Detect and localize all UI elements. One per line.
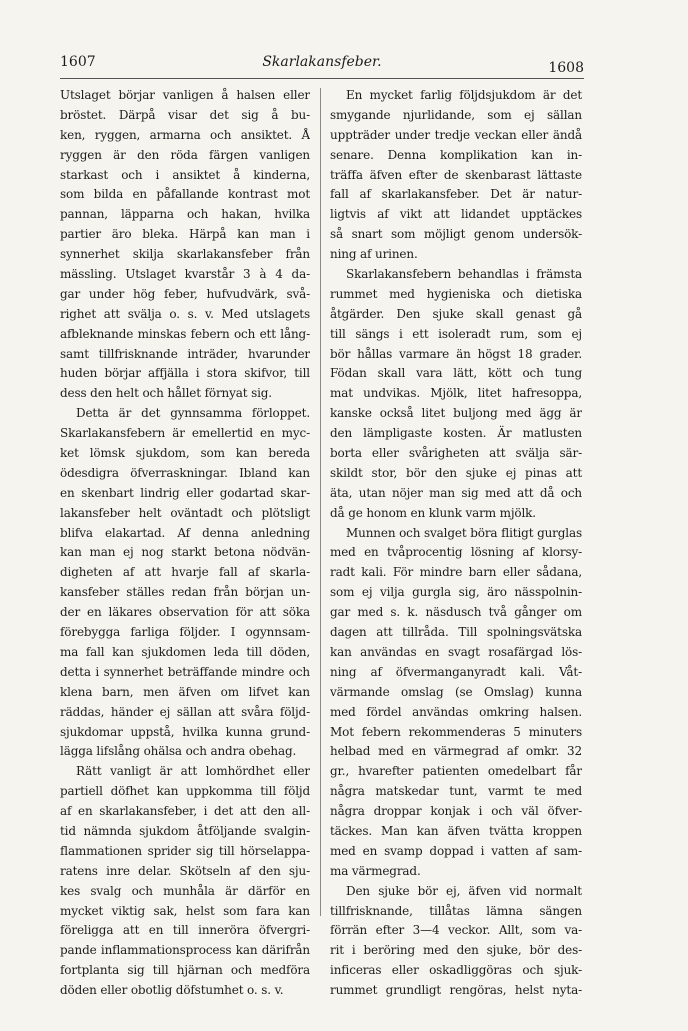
text-line: af en skarlakansfeber, i det att den all-	[60, 804, 310, 819]
text-line: värmande omslag (se Omslag) kunna	[330, 684, 582, 699]
text-line: kan man ej nog starkt betona nödvän-	[60, 545, 310, 560]
text-line: kes svalg och munhåla är därför en	[60, 883, 310, 898]
text-line: radt kali. För mindre barn eller sådana,	[330, 565, 582, 580]
text-line: ryggen är den röda färgen vanligen	[60, 147, 310, 162]
text-line: förrän efter 3—4 veckor. Allt, som va-	[330, 923, 582, 938]
text-line: klena barn, men äfven om lifvet kan	[60, 684, 310, 699]
text-line: tid nämnda sjukdom åtföljande svalgin-	[60, 823, 310, 838]
column-right	[330, 86, 582, 1001]
text-line: några matskedar tunt, varmt te med	[330, 784, 582, 799]
text-line: senare. Denna komplikation kan in-	[330, 147, 582, 162]
text-line: till sängs i ett isoleradt rum, som ej	[330, 326, 582, 341]
text-line: lägga lifslång ohälsa och andra obehag.	[60, 744, 297, 759]
text-line: partiell döfhet kan uppkomma till följd	[60, 784, 310, 799]
text-line: detta i synnerhet beträffande mindre och	[60, 664, 310, 679]
text-line: ratens inre delar. Skötseln af den sju-	[60, 863, 310, 878]
text-line: inficeras eller oskadliggöras och sjuk-	[330, 963, 582, 978]
text-line: samt tillfrisknande inträder, hvarunder	[60, 346, 310, 361]
text-line: ödesdigra öfverraskningar. Ibland kan	[60, 465, 310, 480]
text-line: fortplanta sig till hjärnan och medföra	[60, 963, 310, 978]
text-line: en skenbart lindrig eller godartad skar-	[60, 485, 310, 500]
text-line: så snart som möjligt genom undersök-	[330, 227, 582, 242]
text-line: helbad med en värmegrad af omkr. 32	[330, 744, 582, 759]
text-line: bör hållas varmare än högst 18 grader.	[330, 346, 582, 361]
text-line: dagen att tillråda. Till spolningsvätska	[330, 625, 582, 640]
text-line: fall af skarlakansfeber. Det är natur-	[330, 187, 582, 202]
text-line: afbleknande minskas febern och ett lång-	[60, 326, 310, 341]
text-line: kansfeber ställes redan från början un-	[60, 585, 310, 600]
text-line: Skarlakansfebern är emellertid en myc-	[60, 426, 310, 441]
text-line: mycket viktig sak, helst som fara kan	[60, 903, 310, 918]
text-line: tillfrisknande, tillåtas lämna sängen	[330, 903, 582, 918]
text-line: kanske också litet buljong med ägg är	[330, 406, 582, 421]
text-line: blifva elakartad. Af denna anledning	[60, 525, 310, 540]
text-line: ken, ryggen, armarna och ansiktet. Å	[60, 127, 310, 142]
text-line: Munnen och svalget böra flitigt gurglas	[346, 525, 582, 540]
text-line: dess den helt och hållet förnyat sig.	[60, 386, 272, 401]
text-line: gar under hög feber, hufvudvärk, svå-	[60, 286, 310, 301]
text-line: täckes. Man kan äfven tvätta kroppen	[330, 823, 582, 838]
text-line: föreligga att en till inneröra öfvergri-	[60, 923, 310, 938]
text-line: pande inflammationsprocess kan därifrån	[60, 943, 310, 958]
text-line: räddas, händer ej sällan att svåra följd-	[60, 704, 310, 719]
text-line: träffa äfven efter de skenbarast lättaste	[330, 167, 582, 182]
text-line: starkast och i ansiktet å kinderna,	[60, 167, 310, 182]
text-line: flammationen sprider sig till hörselappa-	[60, 843, 310, 858]
text-line: ning af öfvermanganyradt kali. Våt-	[330, 664, 582, 679]
text-line: Rätt vanligt är att lomhördhet eller	[76, 764, 310, 779]
text-line: partier äro bleka. Härpå kan man i	[60, 227, 310, 242]
text-line: pannan, läpparna och hakan, hvilka	[60, 207, 310, 222]
text-line: smygande njurlidande, som ej sällan	[330, 107, 582, 122]
column-left	[60, 86, 310, 1001]
text-line: gr., hvarefter patienten omedelbart får	[330, 764, 582, 779]
text-line: Utslaget börjar vanligen å halsen eller	[60, 88, 310, 102]
text-line: ma fall kan sjukdomen leda till döden,	[60, 644, 310, 659]
text-line: då ge honom en klunk varm mjölk.	[330, 505, 536, 520]
text-line: skildt stor, bör den sjuke ej pinas att	[330, 465, 582, 480]
column-divider	[320, 88, 321, 916]
running-title: Skarlakansfeber.	[262, 54, 382, 70]
text-line: den lämpligaste kosten. Är matlusten	[330, 426, 582, 441]
page-number-right: 1608	[548, 60, 584, 76]
text-line: mässling. Utslaget kvarstår 3 à 4 da-	[60, 267, 310, 282]
text-line: Födan skall vara lätt, kött och tung	[330, 366, 582, 381]
text-line: ma värmegrad.	[330, 863, 421, 878]
text-line: några droppar konjak i och väl öfver-	[330, 804, 582, 819]
text-line: Mot febern rekommenderas 5 minuters	[330, 724, 582, 739]
text-line: digheten af att hvarje fall af skarla-	[60, 565, 310, 580]
text-line: rit i beröring med den sjuke, bör des-	[330, 943, 582, 958]
text-line: sjukdomar uppstå, hvilka kunna grund-	[60, 724, 310, 739]
text-line: borta eller svårigheten att svälja sär-	[330, 446, 582, 461]
text-line: En mycket farlig följdsjukdom är det	[346, 88, 582, 102]
text-line: righet att svälja o. s. v. Med utslagets	[60, 306, 310, 321]
text-line: rummet grundligt rengöras, helst nyta-	[330, 983, 582, 998]
text-line: Detta är det gynnsamma förloppet.	[76, 406, 310, 421]
page-number-left: 1607	[60, 54, 96, 70]
text-line: huden börjar affjälla i stora skifvor, till	[60, 366, 310, 381]
text-line: rummet med hygieniska och dietiska	[330, 286, 582, 301]
text-line: der en läkares observation för att söka	[60, 605, 310, 620]
text-line: uppträder under tredje veckan eller ändå	[330, 127, 582, 142]
text-line: ligtvis af vikt att lidandet upptäckes	[330, 207, 582, 222]
header-rule	[60, 78, 584, 79]
text-line: synnerhet skilja skarlakansfeber från	[60, 247, 310, 262]
text-line: förebygga farliga följder. I ogynnsam-	[60, 625, 310, 640]
text-line: med en svamp doppad i vatten af sam-	[330, 843, 582, 858]
text-line: lakansfeber helt oväntadt och plötsligt	[60, 505, 310, 520]
text-line: kan användas en svagt rosafärgad lös-	[330, 644, 582, 659]
text-line: med fördel användas omkring halsen.	[330, 704, 582, 719]
text-line: med en tvåprocentig lösning af klorsy-	[330, 545, 582, 560]
text-line: Den sjuke bör ej, äfven vid normalt	[346, 883, 582, 898]
text-line: äta, utan nöjer man sig med att då och	[330, 485, 582, 500]
text-line: åtgärder. Den sjuke skall genast gå	[330, 306, 582, 321]
text-line: ning af urinen.	[330, 247, 418, 262]
text-line: Skarlakansfebern behandlas i främsta	[346, 267, 582, 282]
text-line: mat undvikas. Mjölk, litet hafresoppa,	[330, 386, 582, 401]
text-line: bröstet. Därpå visar det sig å bu-	[60, 107, 310, 122]
page-header	[60, 48, 584, 78]
text-line: som bilda en påfallande kontrast mot	[60, 187, 310, 202]
text-line: ket lömsk sjukdom, som kan bereda	[60, 446, 310, 461]
text-line: gar med s. k. näsdusch två gånger om	[330, 605, 582, 620]
text-line: som ej vilja gurgla sig, äro nässpolnin-	[330, 585, 582, 600]
text-line: döden eller obotlig döfstumhet o. s. v.	[60, 983, 284, 998]
